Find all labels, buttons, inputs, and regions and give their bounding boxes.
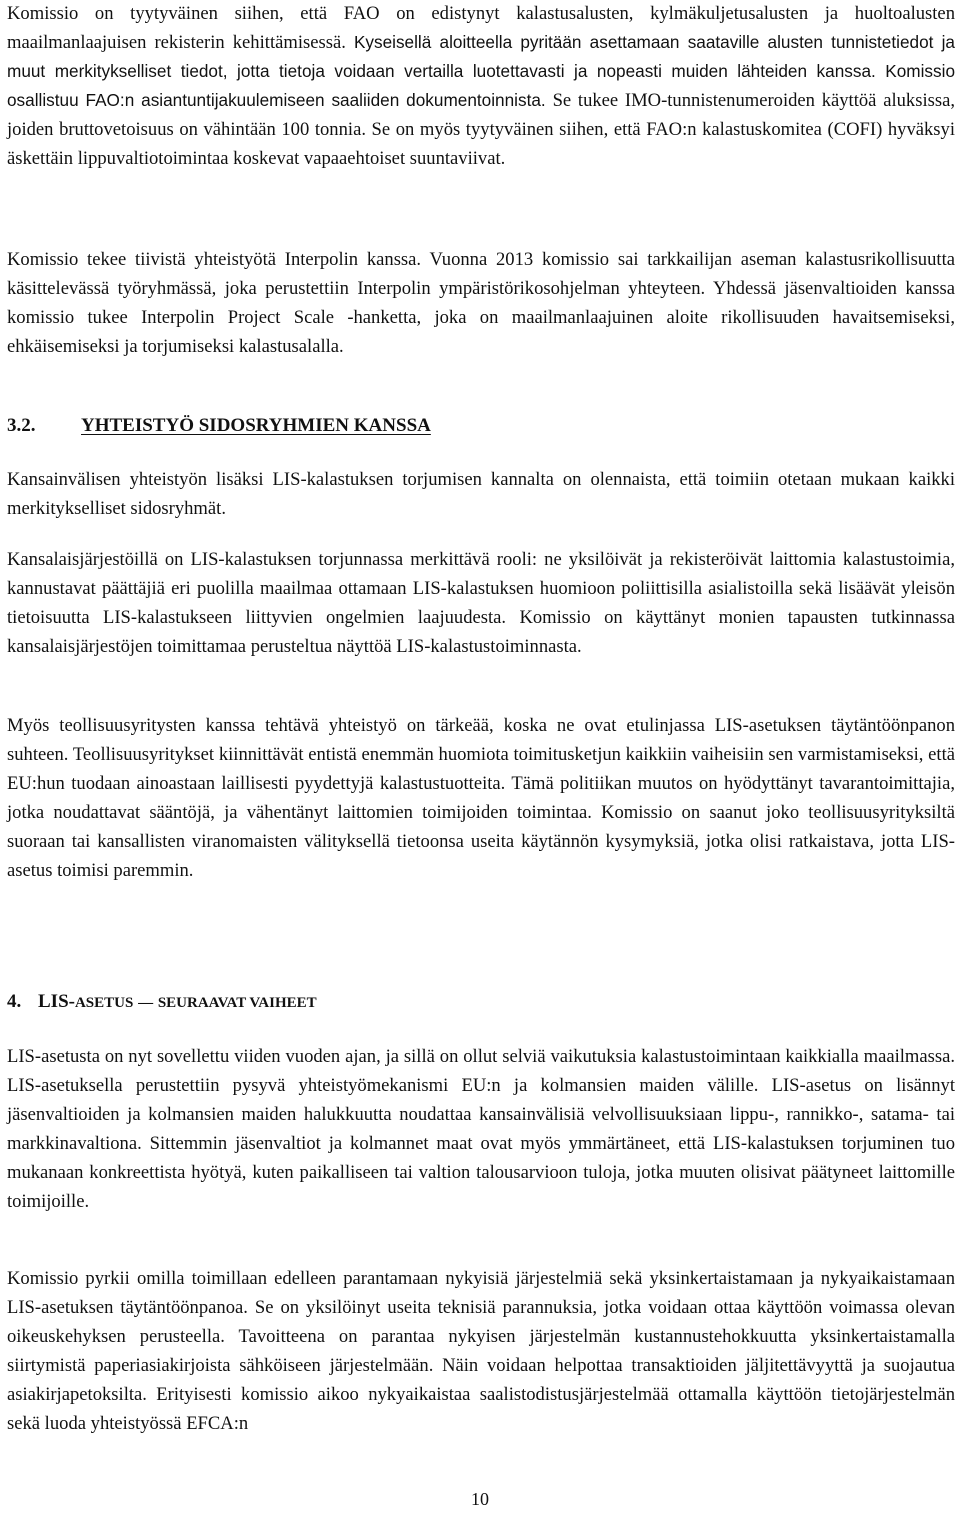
section-title-dash: — [138,995,154,1011]
paragraph-ngos: Kansalaisjärjestöillä on LIS-kalastuksen torjunnassa merkittävä rooli: ne yksilöivät ja rekisteröivät laittomia kalastustoimia, kannustavat päättäjiä eri puolilla maailmaa ottamaan LIS-kalastuksen huomioon poliittisilla asialistoilla sekä lisäävät yleisön tietoisuutta LIS-kalastukseen liittyvien ongelmien laajuudesta. Komissio on käyttänyt monien tapausten tutkinnassa kansalaisjärjestöjen toimittamaa perusteltua näyttöä LIS-kalastustoiminnasta. [7,549,955,657]
section-heading-3-2 [7,411,431,440]
section-title-asetus: ASETUS [74,995,134,1011]
paragraph-fao-register [7,0,955,173]
section-title-next-steps: SEURAAVAT VAIHEET [157,995,317,1011]
section-heading-4 [7,987,317,1018]
paragraph-international-cooperation: Kansainvälisen yhteistyön lisäksi LIS-kalastuksen torjumisen kannalta on olennaista, että toimiin otetaan mukaan kaikki merkitykselliset sidosryhmät. [7,469,955,519]
text-serif-a: Komissio on tyytyväinen siihen, että FAO on edistynyt kalastusalusten, kylmäkuljetusalusten ja huoltoalusten maailmanlaajuisen rekisterin kehittämisessä. [7,3,955,53]
paragraph-lis-regulation: LIS-asetusta on nyt sovellettu viiden vuoden ajan, ja sillä on ollut selviä vaikutuksia kalastustoimintaan kaikkialla maailmassa. LIS-asetuksella perustettiin pysyvä yhteistyömekanismi EU:n ja kolmansien maiden välille. LIS-asetus on lisännyt jäsenvaltioiden ja kolmansien maiden halukkuutta noudattaa kansainvälisiä velvollisuuksiaan lippu-, rannikko-, satama- tai markkinavaltiona. Sittemmin jäsenvaltiot ja kolmannet maat ovat myös ymmärtäneet, että LIS-kalastuksen torjuminen tuo mukanaan konkreettista hyötyä, kuten paikalliseen tai valtion talousarvioon tuloja, jotka muuten olisivat päätyneet laittomille toimijoille. [7,1046,955,1212]
section-title: YHTEISTYÖ SIDOSRYHMIEN KANSSA [81,415,431,436]
text-sans: Kyseisellä aloitteella pyritään asettamaan saataville alusten tunnistetiedot ja muut merkitykselliset tiedot, jotta tietoja voidaan vertailla luotettavasti ja nopeasti muiden lähteiden kanssa. Komissio osallistuu FAO:n asiantuntijakuulemiseen saaliiden dokumentoinnista. [7,32,955,110]
section-number: 4. [7,991,22,1012]
paragraph-commission-efforts: Komissio pyrkii omilla toimillaan edelleen parantamaan nykyisiä järjestelmiä sekä yksinkertaistamaan ja nykyaikaistamaan LIS-asetuksen täytäntöönpanoa. Se on yksilöinyt useita teknisiä parannuksia, jotka voidaan ottaa käyttöön voimassa olevan oikeuskehyksen perusteella. Tavoitteena on parantaa nykyisen järjestelmän kustannustehokkuutta yksinkertaistamalla siirtymistä paperiasiakirjoista sähköiseen järjestelmään. Näin voidaan helpottaa transaktioiden jäljitettävyyttä ja suojautua asiakirjapetoksilta. Erityisesti komissio aikoo nykyaikaistaa saalistodistusjärjestelmää ottamalla käyttöön tietojärjestelmän sekä luoda yhteistyössä EFCA:n [7,1268,955,1434]
section-title-lis: LIS- [38,991,75,1012]
page-number: 10 [471,1489,489,1509]
text-serif-b: Se tukee IMO-tunnistenumeroiden käyttöä aluksissa, joiden bruttovetoisuus on vähintään 100 tonnia. Se on myös tyytyväinen siihen, että FAO:n kalastuskomitea (COFI) hyväksyi äskettäin lippuvaltiotoimintaa koskevat vapaaehtoiset suuntaviivat. [7,90,955,169]
section-number: 3.2. [7,415,36,436]
paragraph-interpol: Komissio tekee tiivistä yhteistyötä Interpolin kanssa. Vuonna 2013 komissio sai tarkkailijan aseman kalastusrikollisuutta käsittelevässä työryhmässä, joka perustettiin Interpolin ympäristörikosohjelman yhteyteen. Yhdessä jäsenvaltioiden kanssa komissio tukee Interpolin Project Scale -hanketta, joka on maailmanlaajuinen aloite rikollisuuden havaitsemiseksi, ehkäisemiseksi ja torjumiseksi kalastusalalla. [7,249,955,357]
paragraph-industry: Myös teollisuusyritysten kanssa tehtävä yhteistyö on tärkeää, koska ne ovat etulinjassa LIS-asetuksen täytäntöönpanon suhteen. Teollisuusyritykset kiinnittävät entistä enemmän huomiota toimitusketjun kaikkiin vaiheisiin sen varmistamiseksi, että EU:hun tuodaan ainoastaan laillisesti pyydettyjä kalastustuotteita. Tämä politiikan muutos on hyödyttänyt tavarantoimittajia, jotka noudattavat sääntöjä, ja vähentänyt laittomien toimijoiden toimintaa. Komissio on saanut joko teollisuusyrityksiltä suoraan tai kansallisten viranomaisten välityksellä tietoonsa useita käytännön kysymyksiä, jotka olisi ratkaistava, jotta LIS-asetus toimisi paremmin. [7,715,955,881]
